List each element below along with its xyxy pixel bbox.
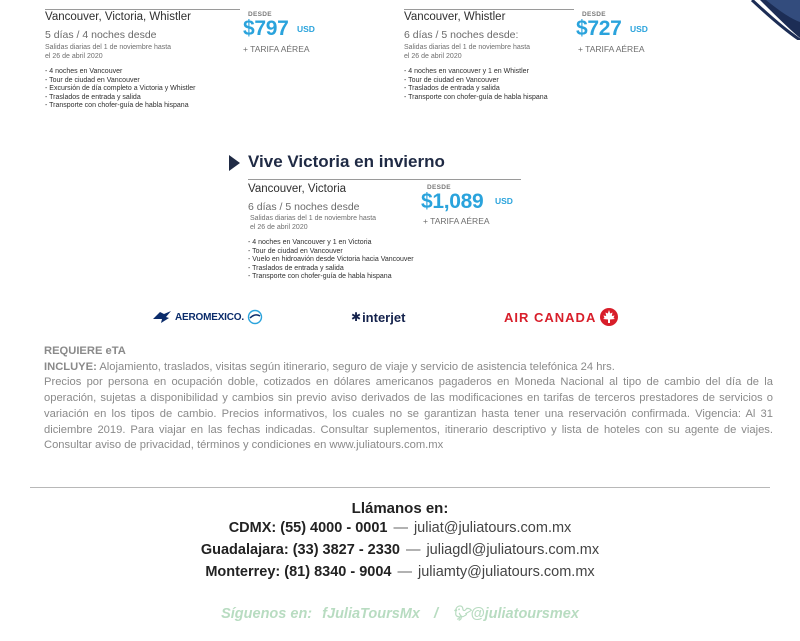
email-link[interactable]: juliagdl@juliatours.com.mx — [426, 542, 600, 558]
list-item: - Tour de ciudad en Vancouver — [45, 76, 140, 84]
list-item: - Transporte con chofer-guía de habla hispana — [404, 93, 548, 101]
contact-title: Llámanos en: — [351, 500, 449, 517]
price-from-label: DESDE — [582, 11, 606, 18]
aircanada-logo: AIR CANADA — [501, 308, 619, 326]
card-rule — [45, 9, 240, 10]
package-departures: Salidas diarias del 1 de noviembre hasta el 26 de abril 2020 — [250, 215, 377, 231]
social-label: Síguenos en: — [221, 606, 313, 622]
skyteam-icon — [247, 309, 263, 325]
package-departures: Salidas diarias del 1 de noviembre hasta el 26 de abril 2020 — [404, 44, 531, 60]
list-item: - Excursión de día completo a Victoria y Whistler — [45, 85, 196, 92]
contact-row: Monterrey: (81) 8340 - 9004 — juliamty@juliatours.com.mx — [205, 564, 595, 580]
list-item: - Transporte con chofer-guía de habla hispana — [45, 102, 189, 109]
package-duration: 6 días / 5 noches desde: — [404, 29, 519, 41]
package-price: $727 — [576, 17, 622, 40]
interjet-star-icon: ✱ — [351, 310, 362, 324]
corner-decoration — [690, 0, 800, 40]
package-includes — [248, 239, 414, 282]
package-card — [45, 0, 345, 120]
package-route: Vancouver, Whistler — [404, 11, 506, 23]
card-rule — [248, 179, 521, 180]
package-departures: Salidas diarias del 1 de noviembre hasta el 26 de abril 2020 — [45, 44, 172, 60]
airfare-note: + TARIFA AÉREA — [243, 44, 310, 54]
list-item: - Traslados de entrada y salida — [404, 85, 500, 92]
list-item: - Vuelo en hidroavión desde Victoria hacia Vancouver — [248, 256, 414, 263]
list-item: - Tour de ciudad en Vancouver — [248, 247, 343, 255]
package-includes — [404, 68, 548, 102]
list-item: - 4 noches en Vancouver — [45, 68, 123, 75]
phone-number: CDMX: (55) 4000 - 0001 — [228, 520, 388, 536]
airfare-note: + TARIFA AÉREA — [423, 216, 490, 226]
phone-number: Monterrey: (81) 8340 - 9004 — [205, 564, 392, 580]
contact-row: CDMX: (55) 4000 - 0001 — juliat@juliatours.com.mx — [228, 520, 572, 536]
twitter-icon: 🐦︎ — [452, 606, 471, 622]
includes-line: INCLUYE: Alojamiento, traslados, visitas según itinerario, seguro de viaje y servicio de asistencia telefónica 24 hrs. — [44, 360, 615, 373]
package-route: Vancouver, Victoria, Whistler — [45, 11, 191, 23]
price-from-label: DESDE — [427, 184, 451, 191]
list-item: - Transporte con chofer-guía de habla hispana — [248, 273, 392, 280]
interjet-logo: ✱ interjet — [351, 309, 406, 325]
package-card — [404, 0, 694, 120]
section-title: Vive Victoria en invierno — [248, 152, 445, 171]
list-item: - Tour de ciudad en Vancouver — [404, 76, 499, 84]
card-rule — [404, 9, 574, 10]
package-duration: 6 días / 5 noches desde — [248, 201, 360, 213]
divider — [30, 487, 770, 488]
terms-body: Precios por persona en ocupación doble, cotizados en dólares americanos pagaderos en Moneda Nacional al tipo de cambio del día de la operación, sujetas a disponibilidad y cambios sin previo aviso derivados de las modificaciones en tarifas de terceros prestadores de servicios o variación en los tipos de cambio. Precios informativos, los cuales no se garantizan hasta tener una reservación confirmada. Vigencia: Al 31 diciembre 2019. Para viajar en las fechas indicadas. Consultar suplementos, itinerario descriptivo y lista de hoteles con su agente de viajes. Consultar aviso de privacidad, términos y condiciones en www.juliatours.com.mx — [44, 376, 773, 452]
list-item: - 4 noches en vancouver y 1 en Whistler — [404, 68, 529, 75]
aeromexico-eagle-icon — [152, 310, 172, 324]
package-duration: 5 días / 4 noches desde — [45, 29, 157, 41]
package-route: Vancouver, Victoria — [248, 183, 347, 195]
list-item: - Traslados de entrada y salida — [45, 93, 141, 101]
package-includes — [45, 68, 195, 111]
twitter-link[interactable]: 🐦︎@juliatoursmex — [452, 606, 579, 622]
social-links: Síguenos en: fJuliaToursMx / 🐦︎@juliatoursmex — [221, 606, 579, 622]
email-link[interactable]: juliat@juliatours.com.mx — [413, 520, 572, 536]
package-card — [248, 178, 548, 290]
facebook-link[interactable]: fJuliaToursMx — [322, 606, 420, 622]
price-currency: USD — [495, 196, 513, 206]
maple-leaf-icon — [599, 307, 619, 327]
package-price: $1,089 — [421, 190, 484, 213]
facebook-icon: f — [322, 606, 328, 622]
phone-number: Guadalajara: (33) 3827 - 2330 — [200, 542, 400, 558]
price-from-label: DESDE — [248, 11, 272, 18]
package-price: $797 — [243, 17, 289, 40]
list-item: - Traslados de entrada y salida — [248, 264, 344, 272]
price-currency: USD — [297, 24, 315, 34]
email-link[interactable]: juliamty@juliatours.com.mx — [417, 564, 595, 580]
airfare-note: + TARIFA AÉREA — [578, 44, 645, 54]
eta-requirement: REQUIERE eTA — [44, 345, 126, 357]
aeromexico-logo: AEROMEXICO. — [152, 308, 263, 326]
price-currency: USD — [630, 24, 648, 34]
terms-text — [44, 344, 773, 454]
list-item: - 4 noches en Vancouver y 1 en Victoria — [248, 239, 372, 246]
contact-row: Guadalajara: (33) 3827 - 2330 — juliagdl@juliatours.com.mx — [200, 542, 600, 558]
